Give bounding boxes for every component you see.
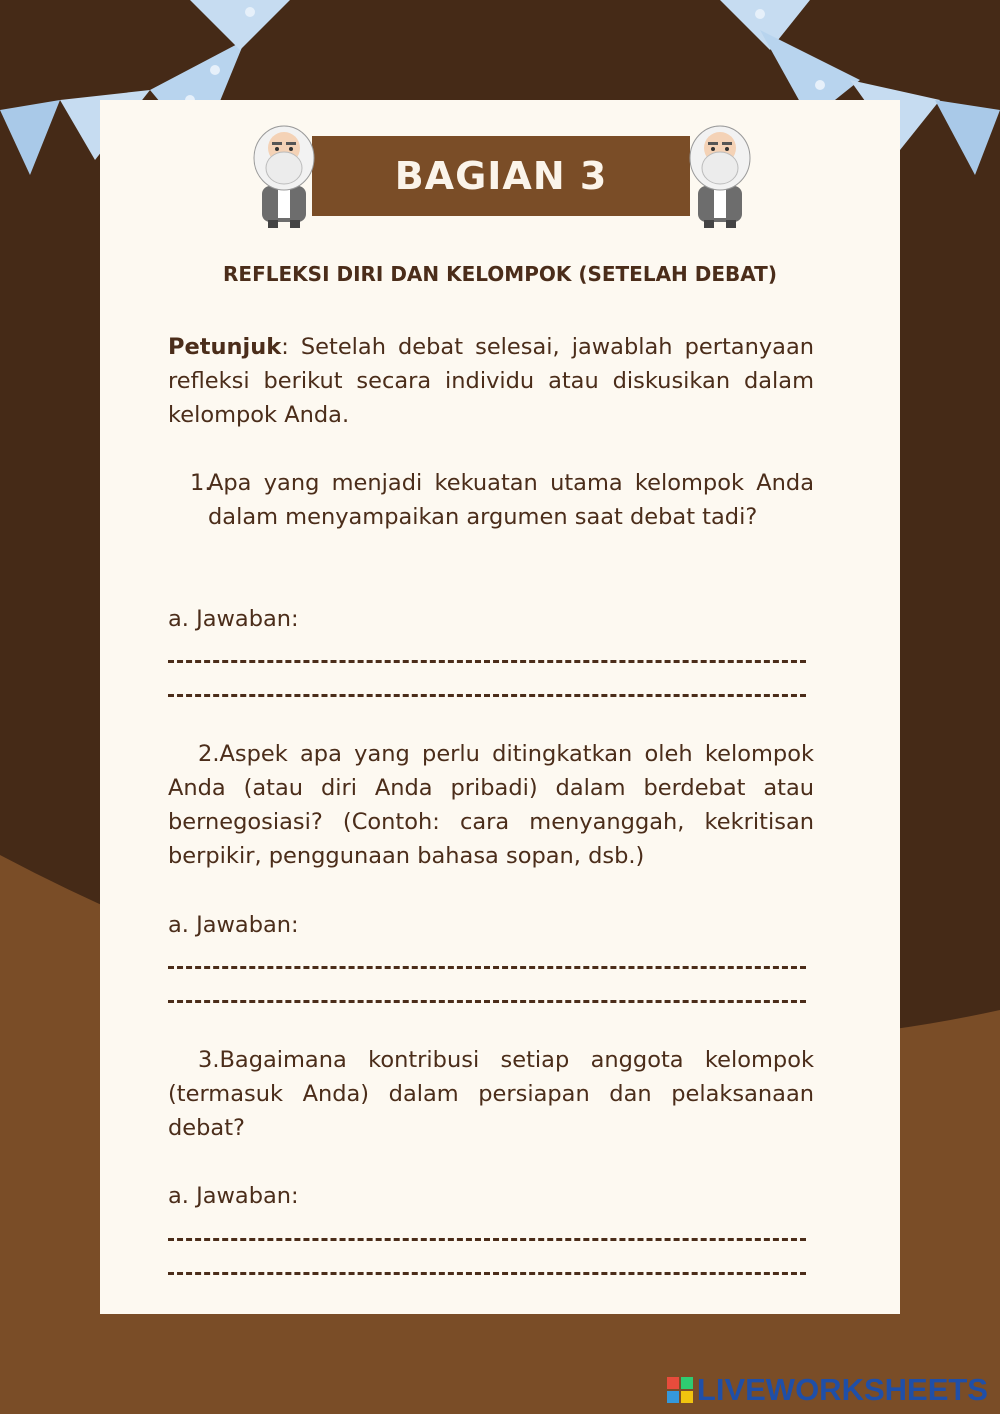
liveworksheets-brand-text: LIVEWORKSHEETS [696, 1372, 988, 1407]
liveworksheets-watermark[interactable] [667, 1372, 988, 1408]
liveworksheets-logo-icon [667, 1377, 693, 1403]
question-3-answer-line-1[interactable] [168, 1238, 806, 1241]
question-1-answer-label: a. Jawaban: [168, 606, 299, 632]
instructions [168, 330, 814, 432]
question-3-answer-line-2[interactable] [168, 1272, 806, 1275]
section-subtitle: REFLEKSI DIRI DAN KELOMPOK (SETELAH DEBAT) [223, 262, 777, 286]
question-1-answer-line-2[interactable] [168, 694, 806, 697]
instructions-text: : Setelah debat selesai, jawablah pertanyaan refleksi berikut secara individu atau diskusikan dalam kelompok Anda. [168, 334, 814, 428]
question-2-text: 2.Aspek apa yang perlu ditingkatkan oleh kelompok Anda (atau diri Anda pribadi) dalam berdebat atau bernegosiasi? (Contoh: cara menyanggah, kekritisan berpikir, penggunaan bahasa sopan, dsb.) [168, 741, 814, 869]
question-1-number: 1. [190, 470, 212, 496]
question-2-answer-label: a. Jawaban: [168, 912, 299, 938]
mascot-right-icon [684, 118, 756, 230]
question-1-answer-line-1[interactable] [168, 660, 806, 663]
mascot-left-icon [248, 118, 320, 230]
question-1-text: Apa yang menjadi kekuatan utama kelompok Anda dalam menyampaikan argumen saat debat tadi? [208, 470, 814, 530]
question-2-answer-line-1[interactable] [168, 966, 806, 969]
question-3-text: 3.Bagaimana kontribusi setiap anggota kelompok (termasuk Anda) dalam persiapan dan pelaksanaan debat? [168, 1047, 814, 1141]
page-title: BAGIAN 3 [394, 154, 608, 198]
question-3-answer-label: a. Jawaban: [168, 1183, 299, 1209]
instructions-label: Petunjuk [168, 334, 282, 360]
question-2-answer-line-2[interactable] [168, 1000, 806, 1003]
